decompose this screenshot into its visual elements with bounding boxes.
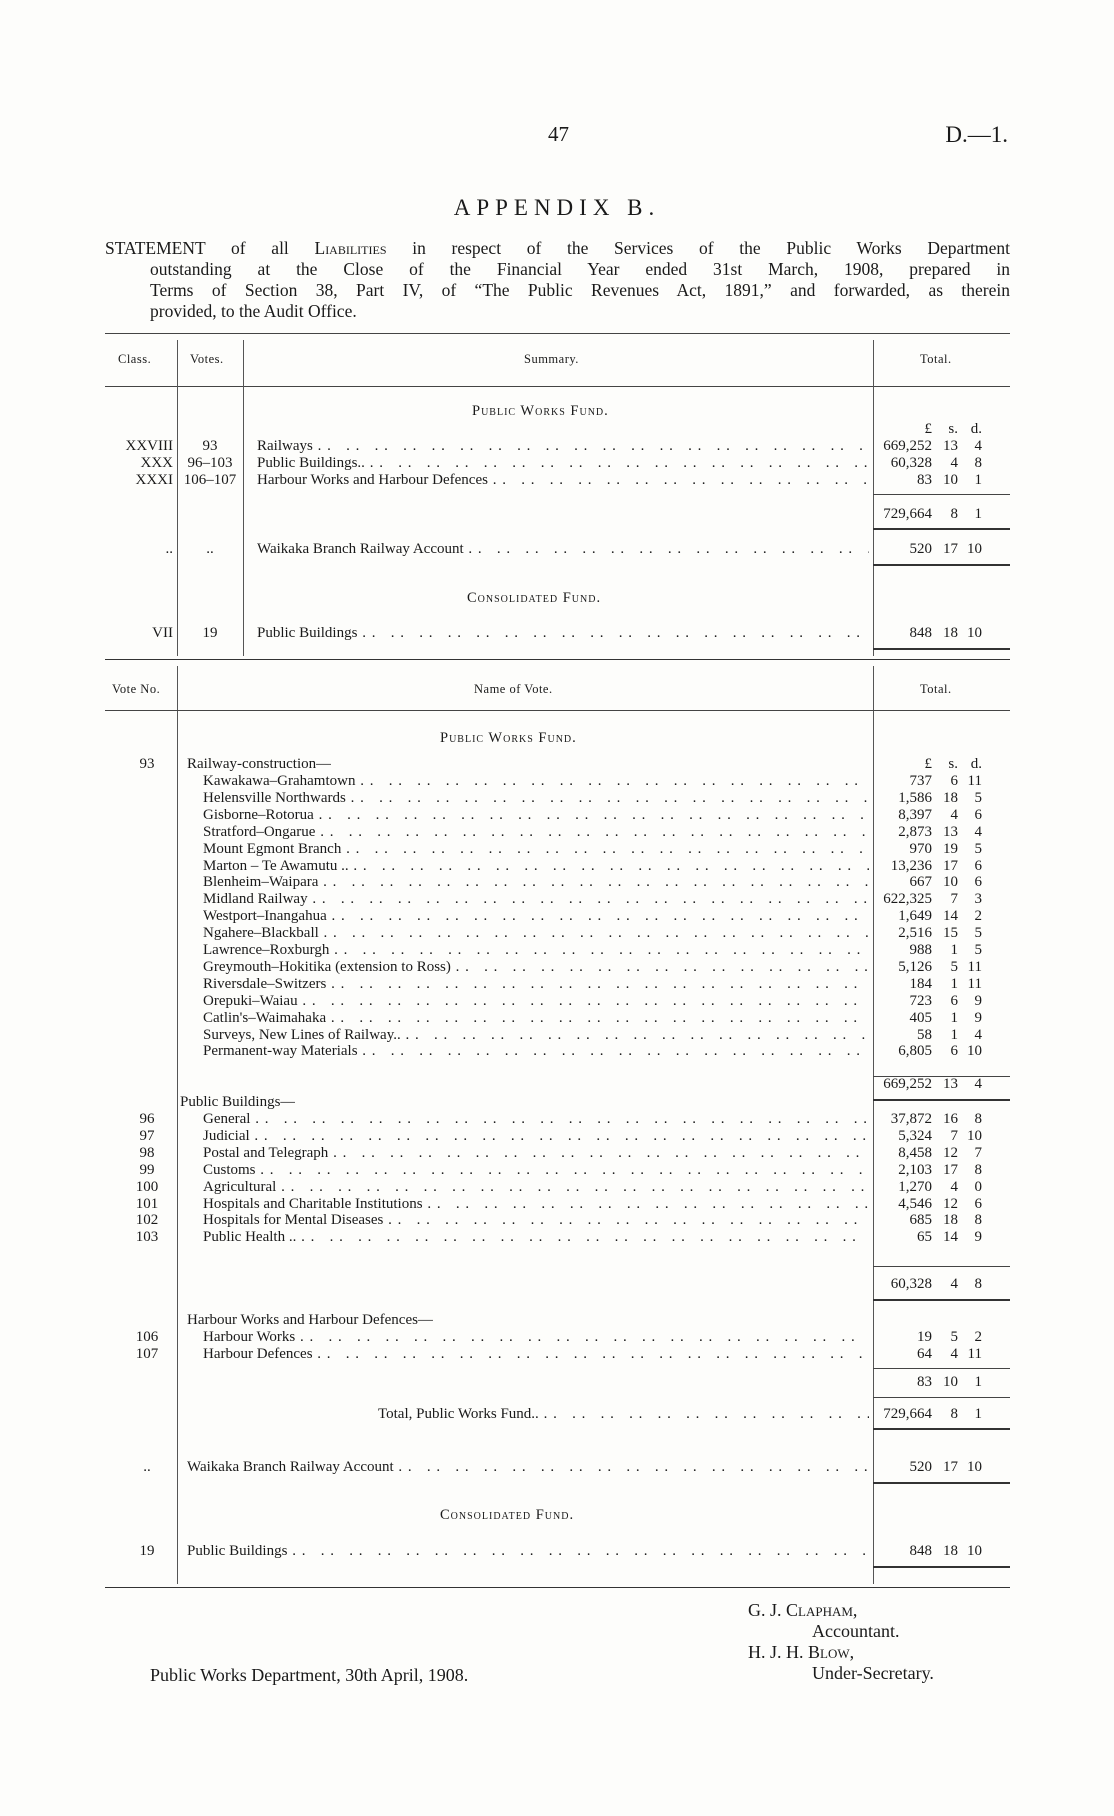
vote-amount: 737 6 11 — [909, 773, 982, 789]
detail-header-name: Name of Vote. — [474, 682, 553, 696]
vote-name: Harbour Defences . . — [203, 1346, 869, 1363]
vote-number: 101 — [135, 1195, 159, 1212]
vote-name: Westport–Inangahua . . — [203, 908, 869, 925]
vote-amount: 2,873 13 4 — [898, 823, 982, 840]
vote-name: Kawakawa–Grahamtown . . — [203, 773, 869, 790]
vote-name: Mount Egmont Branch . . — [203, 841, 869, 858]
vote-amount: 685 18 8 — [909, 1212, 982, 1229]
harbour-section-title: Harbour Works and Harbour Defences— — [187, 1312, 433, 1328]
vote-name: Hospitals for Mental Diseases . . — [203, 1212, 869, 1229]
vote-amount: 4,546 12 6 — [898, 1195, 982, 1212]
page-number: 47 — [548, 122, 569, 146]
statement-line-2: outstanding at the Close of the Financial Year ended 31st March, 1908, prepared in — [150, 259, 1010, 279]
vote-amount: 6,805 6 10 — [898, 1043, 982, 1060]
vote-amount: 2,516 15 5 — [898, 925, 982, 942]
signature-accountant-title: Accountant. — [812, 1621, 900, 1641]
railway-total: 669,252 13 4 — [883, 1076, 982, 1092]
detail-currency-header: £ s. d. — [924, 756, 982, 772]
summary-header-summary: Summary. — [524, 352, 579, 366]
vote-amount: 970 19 5 — [909, 840, 982, 857]
vote-name: Stratford–Ongarue . . — [203, 824, 869, 841]
vote-amount: 13,236 17 6 — [890, 857, 982, 874]
vote-name: Surveys, New Lines of Railway.. . . — [203, 1027, 869, 1044]
vote-name: Marton – Te Awamutu .. . . — [203, 858, 869, 875]
vote-amount: 723 6 9 — [909, 992, 982, 1009]
vote-amount: 988 1 5 — [909, 942, 982, 958]
vote-name: Postal and Telegraph . . — [203, 1145, 869, 1162]
summary-header-total: Total. — [920, 352, 952, 366]
statement-line-1: STATEMENT of all Liabilities in respect of the Services of the Public Works Department — [105, 238, 1010, 258]
vote-number: 103 — [135, 1229, 159, 1246]
vote-name: Hospitals and Charitable Institutions . . — [203, 1196, 869, 1213]
summary-subtotal: 729,664 8 1 — [883, 506, 982, 522]
vote-name: Helensville Northwards . . — [203, 790, 869, 807]
vote-name: Agricultural . . — [203, 1179, 869, 1196]
vote-name: Orepuki–Waiau . . — [203, 993, 869, 1010]
vote-amount: 19 5 2 — [917, 1329, 982, 1345]
summary-currency-header: £ s. d. — [924, 421, 982, 437]
footer-date-line: Public Works Department, 30th April, 1908. — [150, 1665, 469, 1685]
vote-name: Riversdale–Switzers . . — [203, 976, 869, 993]
vote-name: General . . — [203, 1111, 869, 1128]
vote-amount: 1,586 18 5 — [898, 789, 982, 806]
vote-name: Gisborne–Rotorua . . — [203, 807, 869, 824]
vote-amount: 5,126 5 11 — [898, 958, 982, 975]
fund-total: 729,664 8 1 — [883, 1406, 982, 1422]
page-header — [0, 122, 1114, 148]
summary-header-votes: Votes. — [190, 352, 224, 366]
vote-name: Harbour Works . . — [203, 1329, 869, 1346]
vote-amount: 184 1 11 — [909, 975, 982, 992]
detail-header-total: Total. — [920, 682, 952, 696]
vote-number: 98 — [139, 1144, 155, 1161]
vote-number: 99 — [139, 1161, 155, 1178]
statement-text — [105, 238, 1010, 322]
harbour-total: 83 10 1 — [917, 1374, 982, 1390]
summary-public-works-fund-title: Public Works Fund. — [472, 403, 609, 419]
vote-name: Greymouth–Hokitika (extension to Ross) . . — [203, 959, 869, 976]
vote-number: 100 — [135, 1178, 159, 1195]
railway-section-title: Railway-construction— — [187, 756, 332, 772]
signature-under-secretary-title: Under-Secretary. — [812, 1663, 934, 1683]
detail-public-works-fund-title: Public Works Fund. — [440, 730, 577, 746]
vote-amount: 8,397 4 6 — [898, 806, 982, 823]
appendix-title: APPENDIX B. — [453, 195, 661, 220]
vote-number: 96 — [139, 1111, 155, 1127]
buildings-section-title: Public Buildings— — [180, 1094, 296, 1110]
vote-number: 93 — [139, 756, 155, 772]
vote-amount: 58 1 4 — [917, 1026, 982, 1043]
vote-amount: 1,270 4 0 — [898, 1178, 982, 1195]
summary-consolidated-fund-title: Consolidated Fund. — [467, 590, 602, 606]
vote-number: 102 — [135, 1212, 159, 1229]
vote-amount: 622,325 7 3 — [883, 891, 982, 908]
vote-name: Catlin's–Waimahaka . . — [203, 1010, 869, 1027]
buildings-total: 60,328 4 8 — [890, 1276, 982, 1292]
vote-name: Customs . . — [203, 1162, 869, 1179]
vote-amount: 65 14 9 — [917, 1229, 982, 1246]
vote-name: Ngahere–Blackball . . — [203, 925, 869, 942]
vote-amount: 1,649 14 2 — [898, 908, 982, 925]
vote-name: Midland Railway . . — [203, 891, 869, 908]
vote-name: Permanent-way Materials . . — [203, 1043, 869, 1060]
document-reference: D.—1. — [945, 122, 1008, 147]
signature-accountant: G. J. Clapham, — [748, 1600, 858, 1620]
vote-amount: 667 10 6 — [909, 874, 982, 891]
vote-amount: 2,103 17 8 — [898, 1161, 982, 1178]
statement-line-4: provided, to the Audit Office. — [150, 301, 357, 321]
detail-header-vote-no: Vote No. — [112, 682, 161, 696]
vote-number: 107 — [135, 1345, 159, 1362]
summary-header-class: Class. — [118, 352, 152, 366]
vote-name: Blenheim–Waipara . . — [203, 874, 869, 891]
vote-amount: 64 4 11 — [917, 1345, 982, 1362]
vote-name: Lawrence–Roxburgh . . — [203, 942, 869, 959]
detail-consolidated-fund-title: Consolidated Fund. — [440, 1507, 575, 1523]
signature-under-secretary: H. J. H. Blow, — [748, 1642, 855, 1662]
vote-name: Public Health .. . . — [203, 1229, 869, 1246]
vote-amount: 405 1 9 — [909, 1009, 982, 1026]
vote-number: 97 — [139, 1127, 155, 1144]
vote-amount: 8,458 12 7 — [898, 1144, 982, 1161]
statement-line-3: Terms of Section 38, Part IV, of “The Public Revenues Act, 1891,” and forwarded, as therein — [150, 280, 1010, 300]
vote-amount: 37,872 16 8 — [890, 1111, 982, 1127]
vote-name: Judicial . . — [203, 1128, 869, 1145]
fund-total-label: Total, Public Works Fund.. . . — [378, 1406, 869, 1423]
vote-amount: 5,324 7 10 — [898, 1127, 982, 1144]
vote-number: 106 — [135, 1329, 159, 1345]
